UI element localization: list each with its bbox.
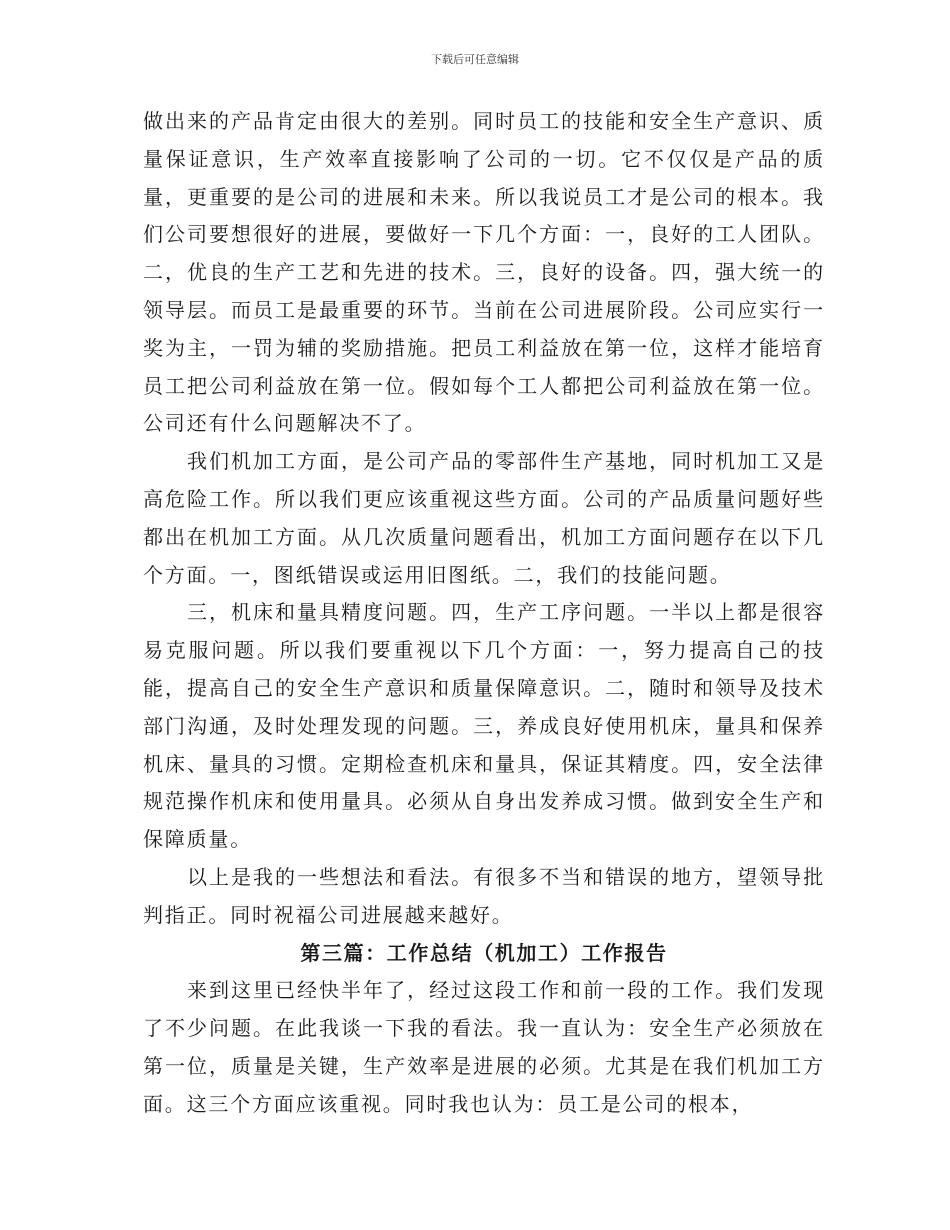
paragraph-machining: 我们机加工方面，是公司产品的零部件生产基地，同时机加工又是高危险工作。所以我们更应该重视这些方面。公司的产品质量问题好些都出在机加工方面。从几次质量问题看出，机加工方面问题存在以下几个方面。一，图纸错误或运用旧图纸。二，我们的技能问题。	[143, 449, 825, 587]
paragraph-issues: 三，机床和量具精度问题。四，生产工序问题。一半以上都是很容易克服问题。所以我们要重视以下几个方面：一，努力提高自己的技能，提高自己的安全生产意识和质量保障意识。二，随时和领导及技术部门沟通，及时处理发现的问题。三，养成良好使用机床，量具和保养机床、量具的习惯。定期检查机床和量具，保证其精度。四，安全法律规范操作机床和使用量具。必须从自身出发养成习惯。做到安全生产和保障质量。	[143, 600, 825, 852]
paragraph-continuation: 做出来的产品肯定由很大的差别。同时员工的技能和安全生产意识、质量保证意识，生产效率直接影响了公司的一切。它不仅仅是产品的质量，更重要的是公司的进展和未来。所以我说员工才是公司的根本。我们公司要想很好的进展，要做好一下几个方面：一，良好的工人团队。二，优良的生产工艺和先进的技术。三，良好的设备。四，强大统一的领导层。而员工是最重要的环节。当前在公司进展阶段。公司应实行一奖为主，一罚为辅的奖励措施。把员工利益放在第一位，这样才能培育员工把公司利益放在第一位。假如每个工人都把公司利益放在第一位。公司还有什么问题解决不了。	[143, 109, 825, 436]
paragraph-section-intro: 来到这里已经快半年了，经过这段工作和前一段的工作。我们发现了不少问题。在此我谈一下我的看法。我一直认为：安全生产必须放在第一位，质量是关键，生产效率是进展的必须。尤其是在我们机加工方面。这三个方面应该重视。同时我也认为：员工是公司的根本，	[143, 978, 825, 1116]
section-title: 第三篇：工作总结（机加工）工作报告	[300, 940, 668, 965]
paragraph-closing: 以上是我的一些想法和看法。有很多不当和错误的地方，望领导批判指正。同时祝福公司进展越来越好。	[143, 864, 825, 927]
page-header-note: 下载后可任意编辑	[431, 53, 519, 66]
document-body	[143, 103, 825, 1124]
